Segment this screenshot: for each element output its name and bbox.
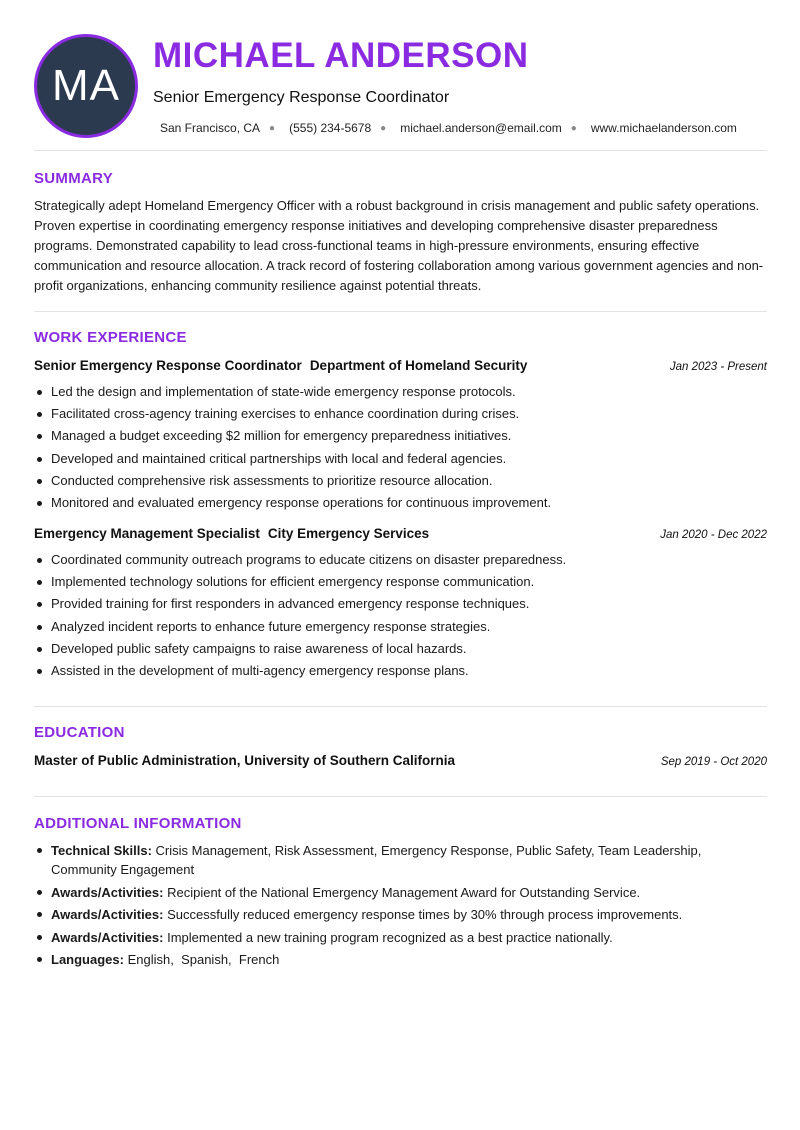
list-item: Provided training for first responders in advanced emergency response techniques. [34, 593, 767, 615]
candidate-name: MICHAEL ANDERSON [153, 36, 529, 75]
job-organization: Department of Homeland Security [309, 358, 528, 373]
item-text: Implemented a new training program recognized as a best practice nationally. [167, 929, 613, 945]
item-label: Awards/Activities: [51, 907, 164, 922]
list-item [34, 905, 767, 924]
divider [34, 706, 767, 707]
separator-dot-icon: ● [570, 122, 577, 134]
item-text: Recipient of the National Emergency Management Award for Outstanding Service. [167, 884, 641, 900]
item-label: Technical Skills: [51, 843, 152, 858]
additional-heading: ADDITIONAL INFORMATION [34, 815, 242, 832]
job-dates: Jan 2020 - Dec 2022 [660, 529, 767, 541]
item-text: Successfully reduced emergency response times by 30% through process improvements. [167, 907, 683, 922]
list-item: Developed public safety campaigns to raise awareness of local hazards. [34, 638, 767, 660]
item-label: Languages: [51, 952, 124, 967]
contact-phone: (555) 234-5678 [289, 121, 372, 135]
job-header [34, 526, 767, 544]
job-title-line [34, 358, 527, 373]
list-item [34, 950, 767, 969]
list-item: Analyzed incident reports to enhance future emergency response strategies. [34, 616, 767, 638]
divider [34, 311, 767, 312]
item-label: Awards/Activities: [51, 929, 164, 945]
list-item [34, 928, 767, 947]
separator-dot-icon: ● [380, 122, 387, 134]
summary-heading: SUMMARY [34, 170, 114, 187]
contact-email[interactable]: michael.anderson@email.com [400, 121, 562, 135]
item-text: Crisis Management, Risk Assessment, Emergency Response, Public Safety, Team Leadership, Community Engagement [51, 843, 702, 877]
additional-list [34, 841, 767, 973]
contact-location: San Francisco, CA [160, 121, 261, 135]
experience-heading: WORK EXPERIENCE [34, 329, 187, 346]
list-item: Monitored and evaluated emergency response operations for continuous improvement. [34, 492, 767, 514]
list-item: Implemented technology solutions for efficient emergency response communication. [34, 571, 767, 593]
job-bullets [34, 381, 767, 514]
item-text: English, Spanish, French [127, 952, 280, 967]
list-item: Developed and maintained critical partnerships with local and federal agencies. [34, 448, 767, 470]
education-dates: Sep 2019 - Oct 2020 [660, 756, 767, 768]
job-header [34, 358, 767, 376]
list-item: Coordinated community outreach programs to educate citizens on disaster preparedness. [34, 549, 767, 571]
list-item: Assisted in the development of multi-agency emergency response plans. [34, 660, 767, 682]
education-entry [34, 753, 767, 771]
job-dates: Jan 2023 - Present [669, 361, 767, 373]
candidate-title: Senior Emergency Response Coordinator [153, 89, 450, 106]
divider [34, 150, 767, 151]
job-organization: City Emergency Services [267, 526, 430, 541]
job-role: Senior Emergency Response Coordinator [34, 358, 302, 373]
list-item: Managed a budget exceeding $2 million for emergency preparedness initiatives. [34, 425, 767, 447]
item-label: Awards/Activities: [51, 884, 164, 900]
education-heading: EDUCATION [34, 724, 125, 741]
avatar-initials: MA [52, 61, 120, 110]
list-item [34, 883, 767, 902]
list-item: Conducted comprehensive risk assessments to prioritize resource allocation. [34, 470, 767, 492]
list-item [34, 841, 767, 879]
job-bullets [34, 549, 767, 682]
summary-text: Strategically adept Homeland Emergency Officer with a robust background in crisis management and public safety operations. Proven expertise in coordinating emergency response initiatives and developing comprehensive disaster preparedness programs. Demonstrated capability to lead cross-functional teams in high-pressure environments, ensuring effective communication and resource allocation. A track record of fostering collaboration among various government agencies and non-profit organizations, enhancing community resilience against potential threats. [34, 198, 764, 293]
education-degree: Master of Public Administration, University of Southern California [34, 753, 456, 768]
list-item: Facilitated cross-agency training exercises to enhance coordination during crises. [34, 403, 767, 425]
job-role: Emergency Management Specialist [34, 526, 260, 541]
contact-line [160, 121, 737, 135]
divider [34, 796, 767, 797]
separator-dot-icon: ● [269, 122, 276, 134]
avatar [34, 34, 138, 138]
list-item: Led the design and implementation of state-wide emergency response protocols. [34, 381, 767, 403]
job-title-line [34, 526, 429, 541]
contact-website[interactable]: www.michaelanderson.com [590, 121, 737, 135]
